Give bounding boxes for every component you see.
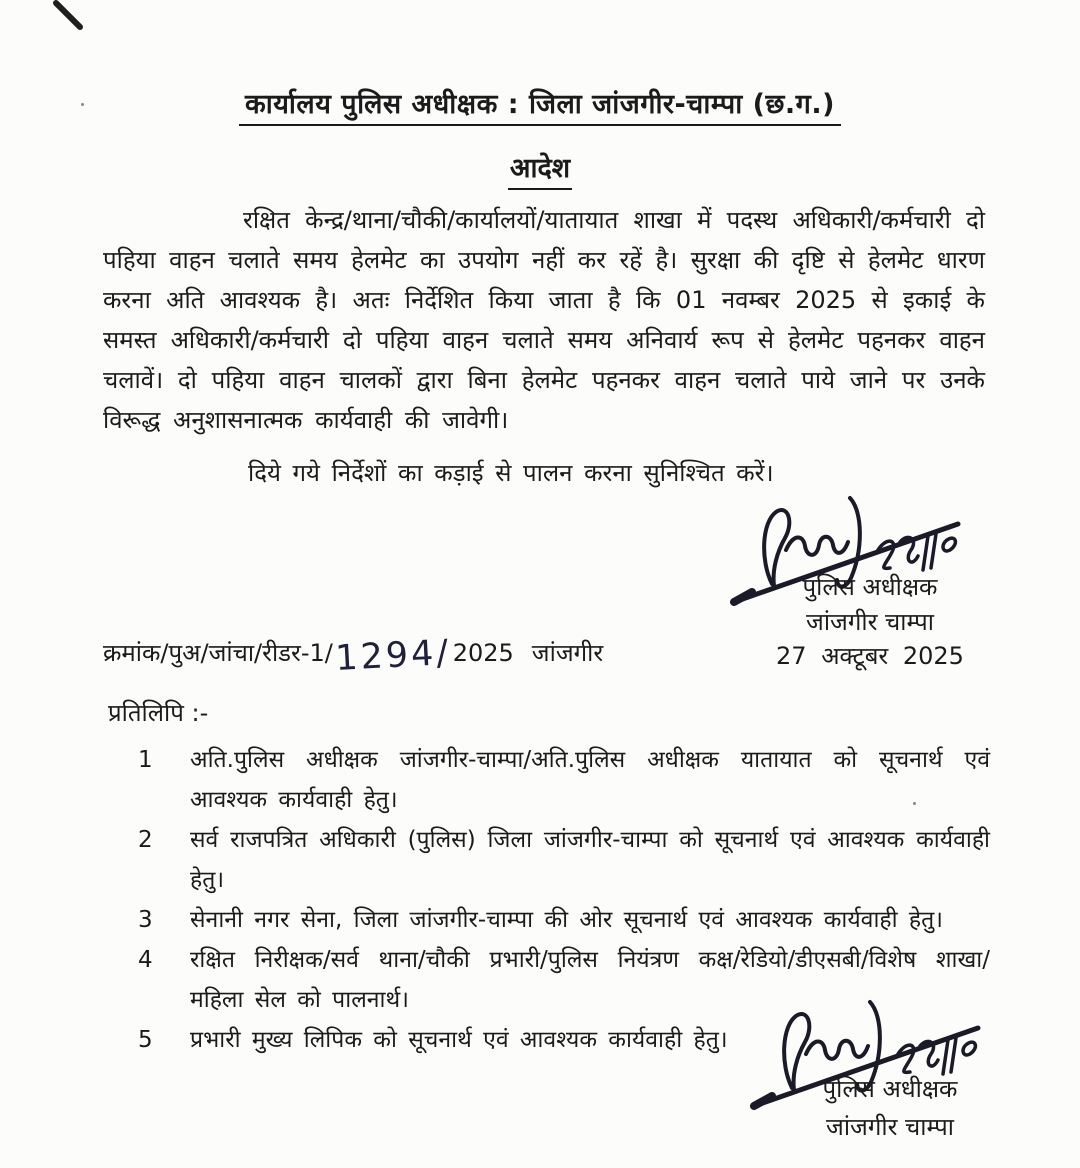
- signatory-designation: पुलिस अधीक्षक: [802, 573, 938, 601]
- stray-pen-mark: [40, 0, 110, 45]
- signature-block-top: [730, 488, 990, 668]
- order-body-paragraph: रक्षित केन्द्र/थाना/चौकी/कार्यालयों/यातायात शाखा में पदस्थ अधिकारी/कर्मचारी दो पहिया वाहन चलाते समय हेलमेट का उपयोग नहीं कर रहें है। सुरक्षा की दृष्टि से हेलमेट धारण करना अति आवश्यक है। अतः निर्देशित किया जाता है कि 01 नवम्बर 2025 से इकाई के समस्त अधिकारी/कर्मचारी दो पहिया वाहन चलाते समय अनिवार्य रूप से हेलमेट पहनकर वाहन चलावें। दो पहिया वाहन चालकों द्वारा बिना हेलमेट पहनकर वाहन चलाते पाये जाने पर उनके विरूद्ध अनुशासनात्मक कार्यवाही की जावेगी।: [103, 206, 985, 434]
- list-item: [138, 820, 990, 900]
- reference-prefix: क्रमांक/पुअ/जांचा/रीडर-1/: [103, 639, 333, 667]
- list-item-text: रक्षित निरीक्षक/सर्व थाना/चौकी प्रभारी/पुलिस नियंत्रण कक्ष/रेडियो/डीएसबी/विशेष शाखा/महिला सेल को पालनार्थ।: [190, 947, 990, 1013]
- list-item-number: 2: [138, 827, 153, 853]
- list-item-number: 4: [138, 947, 153, 973]
- signature-block-bottom: [750, 992, 1010, 1162]
- reference-place: जांजगीर: [531, 639, 604, 667]
- signatory-district: जांजगीर चाम्पा: [806, 608, 934, 636]
- order-heading: आदेश: [508, 148, 572, 190]
- list-item: [138, 740, 990, 820]
- list-item-text: अति.पुलिस अधीक्षक जांजगीर-चाम्पा/अति.पुलिस अधीक्षक यातायात को सूचनार्थ एवं आवश्यक कार्यवाही हेतु।: [190, 747, 990, 813]
- list-item: [138, 900, 990, 940]
- order-date: 27 अक्टूबर 2025: [776, 642, 964, 670]
- reference-year: 2025: [452, 639, 514, 667]
- reference-number-line: [103, 630, 604, 679]
- list-item-number: 1: [138, 747, 153, 773]
- list-item-text: सर्व राजपत्रित अधिकारी (पुलिस) जिला जांजगीर-चाम्पा को सूचनार्थ एवं आवश्यक कार्यवाही हेतु।: [190, 827, 990, 893]
- signatory-district: जांजगीर चाम्पा: [826, 1113, 954, 1141]
- document-title: कार्यालय पुलिस अधीक्षक : जिला जांजगीर-चाम्पा (छ.ग.): [239, 84, 841, 126]
- list-item-number: 3: [138, 907, 153, 933]
- copy-to-label: प्रतिलिपि :-: [108, 699, 209, 727]
- signatory-designation: पुलिस अधीक्षक: [822, 1075, 958, 1103]
- handwritten-dispatch-number: 1294/: [334, 632, 453, 679]
- list-item-text: प्रभारी मुख्य लिपिक को सूचनार्थ एवं आवश्यक कार्यवाही हेतु।: [190, 1027, 728, 1053]
- list-item-number: 5: [138, 1027, 153, 1053]
- compliance-directive-line: दिये गये निर्देशों का कड़ाई से पालन करना सुनिश्चित करें।: [248, 459, 774, 487]
- list-item-text: सेनानी नगर सेना, जिला जांजगीर-चाम्पा की ओर सूचनार्थ एवं आवश्यक कार्यवाही हेतु।: [190, 907, 943, 933]
